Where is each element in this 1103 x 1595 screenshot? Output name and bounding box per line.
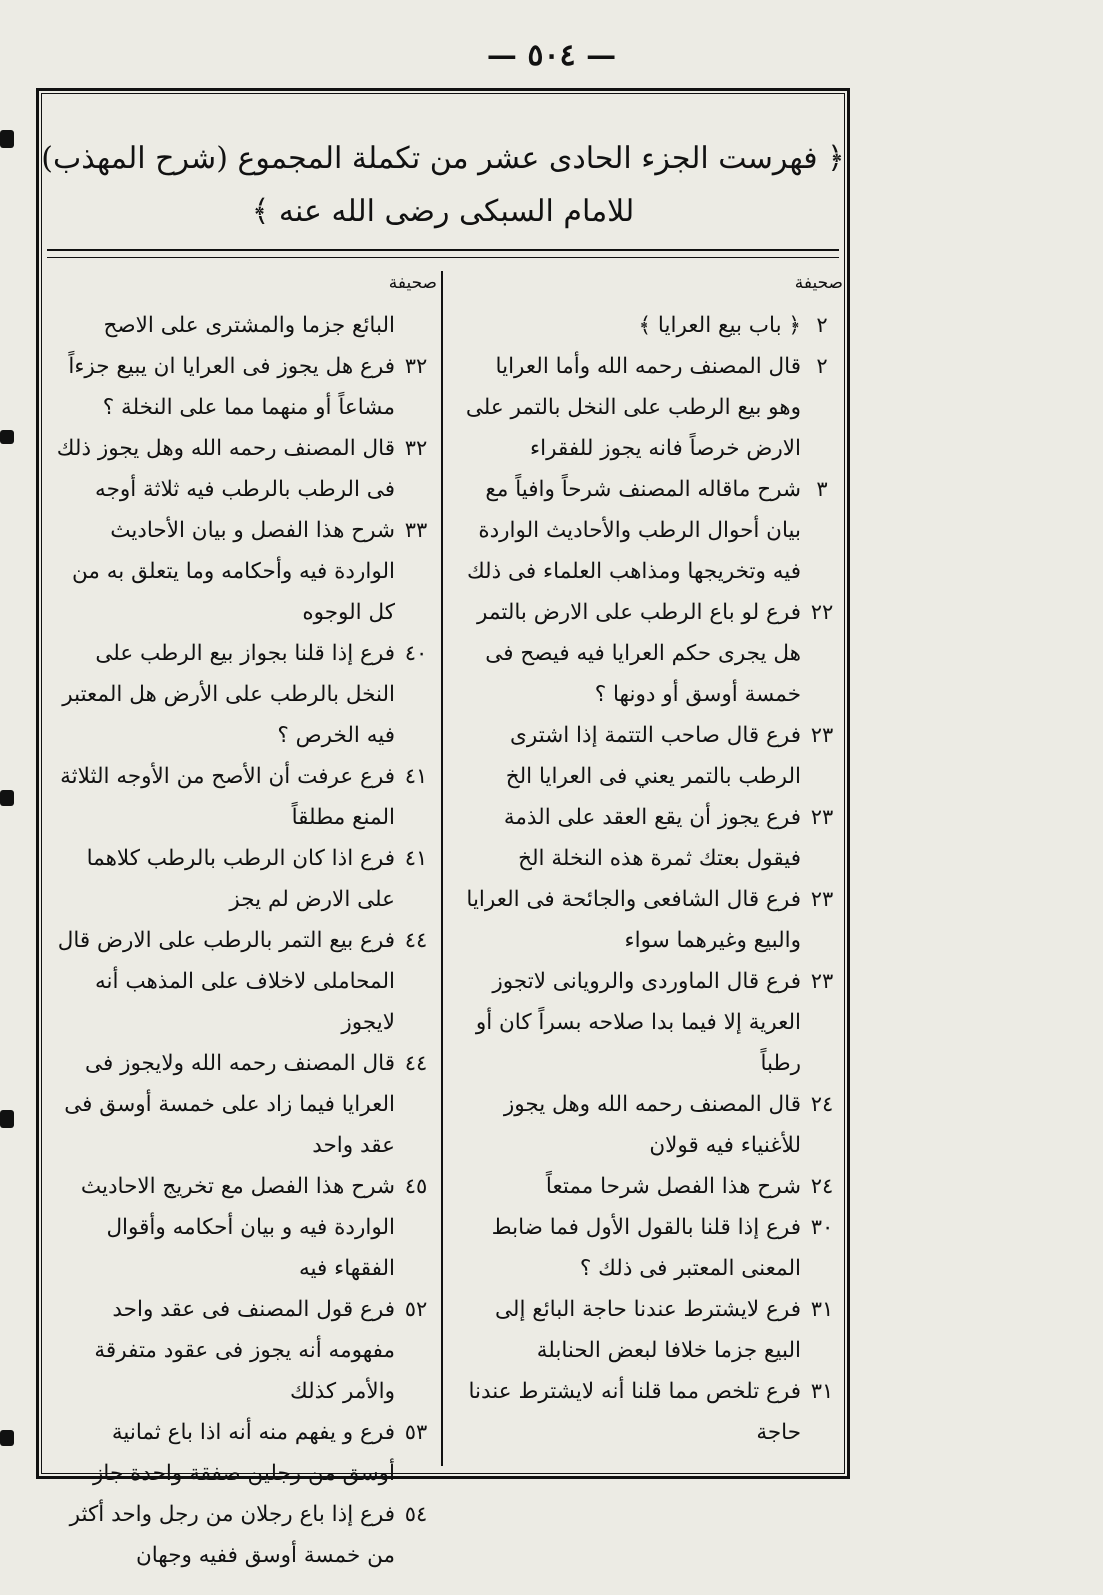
entry-text: شرح هذا الفصل شرحا ممتعاً — [545, 1174, 801, 1199]
entry-page: ٥٣ — [404, 1420, 428, 1444]
entry-page: ٢٤ — [810, 1174, 834, 1198]
entry-page: ٣١ — [810, 1297, 834, 1321]
index-title: ﴿ فهرست الجزء الحادى عشر من تكملة المجموع (شرح المهذب) — [41, 141, 845, 176]
index-entry — [451, 469, 847, 592]
index-entry — [451, 1371, 847, 1453]
entry-page: ٤٥ — [404, 1174, 428, 1198]
entry-text: فرع يجوز أن يقع العقد على الذمة فيقول بعتك ثمرة هذه النخلة الخ — [503, 805, 801, 871]
entry-page: ٣٢ — [404, 436, 428, 460]
entry-text: قال المصنف رحمه الله وهل يجوز للأغنياء فيه قولان — [503, 1092, 801, 1158]
entry-text: شرح هذا الفصل مع تخريج الاحاديث الواردة فيه و بيان أحكامه وأقوال الفقهاء فيه — [80, 1174, 395, 1281]
entry-text: فرع هل يجوز فى العرايا ان يبيع جزءاً مشاعاً أو منهما مما على النخلة ؟ — [68, 354, 395, 420]
index-entry — [45, 633, 441, 756]
entry-page: ٤١ — [404, 846, 428, 870]
entry-page: ٢٤ — [810, 1092, 834, 1116]
right-column — [451, 261, 847, 1466]
margin-mark — [0, 1430, 14, 1446]
index-entry — [451, 592, 847, 715]
entry-page: ٢٣ — [810, 805, 834, 829]
entry-text: فرع لايشترط عندنا حاجة البائع إلى البيع جزما خلافا لبعض الحنابلة — [494, 1297, 801, 1363]
entry-page: ٥٢ — [404, 1297, 428, 1321]
margin-mark — [0, 130, 14, 148]
header-rule — [47, 249, 839, 258]
index-entry — [45, 510, 441, 633]
index-entry — [45, 1289, 441, 1412]
entry-text: فرع إذا باع رجلان من رجل واحد أكثر من خمسة أوسق ففيه وجهان — [69, 1502, 395, 1568]
entry-page: ٢ — [816, 354, 828, 378]
entry-page: ٣١ — [810, 1379, 834, 1403]
entry-text: فرع اذا كان الرطب بالرطب كلاهما على الارض لم يجز — [86, 846, 395, 912]
entry-text: شرح ماقاله المصنف شرحاً وافياً مع بيان أحوال الرطب والأحاديث الواردة فيه وتخريجها ومذاهب العلماء فى ذلك — [466, 477, 801, 584]
index-entry — [451, 346, 847, 469]
entry-page: ٥٤ — [404, 1502, 428, 1526]
column-divider — [441, 271, 443, 1466]
entry-page: ٢٢ — [810, 600, 834, 624]
entry-text: البائع جزما والمشترى على الاصح — [103, 313, 395, 338]
margin-mark — [0, 790, 14, 806]
entry-text: فرع إذا قلنا بالقول الأول فما ضابط المعنى المعتبر فى ذلك ؟ — [491, 1215, 801, 1281]
entry-page: ٢٣ — [810, 723, 834, 747]
index-entry — [451, 879, 847, 961]
entry-text: قال المصنف رحمه الله وأما العرايا وهو بيع الرطب على النخل بالتمر على الارض خرصاً فانه يجوز للفقراء — [465, 354, 801, 461]
index-entry — [45, 1494, 441, 1576]
index-entry — [45, 1043, 441, 1166]
page-number: — ٥٠٤ — — [486, 38, 617, 73]
index-entry — [451, 305, 847, 346]
margin-mark — [0, 1110, 14, 1128]
entry-text: فرع عرفت أن الأصح من الأوجه الثلاثة المنع مطلقاً — [60, 764, 395, 830]
entry-text: فرع إذا قلنا بجواز بيع الرطب على النخل بالرطب على الأرض هل المعتبر فيه الخرص ؟ — [62, 641, 395, 748]
entry-page: ٤٤ — [404, 1051, 428, 1075]
index-entry — [45, 346, 441, 428]
index-subtitle: للامام السبكى رضى الله عنه ﴾ — [251, 194, 635, 229]
entry-text: فرع قال الماوردى والرويانى لاتجوز العرية إلا فيما بدا صلاحه بسراً كان أو رطباً — [475, 969, 801, 1076]
index-columns — [39, 261, 847, 1568]
index-entry — [45, 838, 441, 920]
entry-page: ٣٢ — [404, 354, 428, 378]
index-entry — [451, 1084, 847, 1166]
entry-page: ٣ — [816, 477, 828, 501]
entry-text: فرع قال الشافعى والجائحة فى العرايا والبيع وغيرهما سواء — [466, 887, 801, 953]
entry-page: ٣٠ — [810, 1215, 834, 1239]
entry-page: ٢٣ — [810, 969, 834, 993]
index-entry — [45, 428, 441, 510]
left-column — [45, 261, 441, 1568]
index-entry — [451, 1289, 847, 1371]
entry-page: ٢ — [816, 313, 828, 337]
entry-page: ٤١ — [404, 764, 428, 788]
entry-page: ٣٣ — [404, 518, 428, 542]
entry-text: ﴿ باب بيع العرايا ﴾ — [638, 313, 801, 338]
index-entry — [45, 305, 441, 346]
page-column-label: صحيفة — [388, 273, 437, 293]
entry-text: فرع بيع التمر بالرطب على الارض قال المحاملى لاخلاف على المذهب أنه لايجوز — [57, 928, 395, 1035]
index-entry — [451, 1207, 847, 1289]
index-entry — [451, 715, 847, 797]
entry-page: ٢٣ — [810, 887, 834, 911]
entry-text: فرع لو باع الرطب على الارض بالتمر هل يجرى حكم العرايا فيه فيصح فى خمسة أوسق أو دونها ؟ — [477, 600, 801, 707]
entry-text: قال المصنف رحمه الله وهل يجوز ذلك فى الرطب بالرطب فيه ثلاثة أوجه — [56, 436, 395, 502]
margin-mark — [0, 430, 14, 444]
entry-text: قال المصنف رحمه الله ولايجوز فى العرايا فيما زاد على خمسة أوسق فى عقد واحد — [64, 1051, 395, 1158]
index-entry — [451, 797, 847, 879]
index-entry — [45, 920, 441, 1043]
page-column-label: صحيفة — [794, 273, 843, 293]
entry-text: فرع تلخص مما قلنا أنه لايشترط عندنا حاجة — [468, 1379, 801, 1445]
entry-text: فرع قال صاحب التتمة إذا اشترى الرطب بالتمر يعني فى العرايا الخ — [505, 723, 801, 789]
entry-text: شرح هذا الفصل و بيان الأحاديث الواردة فيه وأحكامه وما يتعلق به من كل الوجوه — [72, 518, 395, 625]
index-entry — [45, 756, 441, 838]
index-entry — [451, 961, 847, 1084]
entry-text: فرع قول المصنف فى عقد واحد مفهومه أنه يجوز فى عقود متفرقة والأمر كذلك — [94, 1297, 395, 1404]
entry-text: فرع و يفهم منه أنه اذا باع ثمانية أوسق من رجلين صفقة واحدة جاز — [93, 1420, 395, 1486]
index-header — [39, 119, 847, 259]
entry-page: ٤٤ — [404, 928, 428, 952]
page-frame — [36, 88, 850, 1568]
index-entry — [451, 1166, 847, 1207]
index-entry — [45, 1166, 441, 1289]
index-entry — [45, 1412, 441, 1494]
entry-page: ٤٠ — [404, 641, 428, 665]
